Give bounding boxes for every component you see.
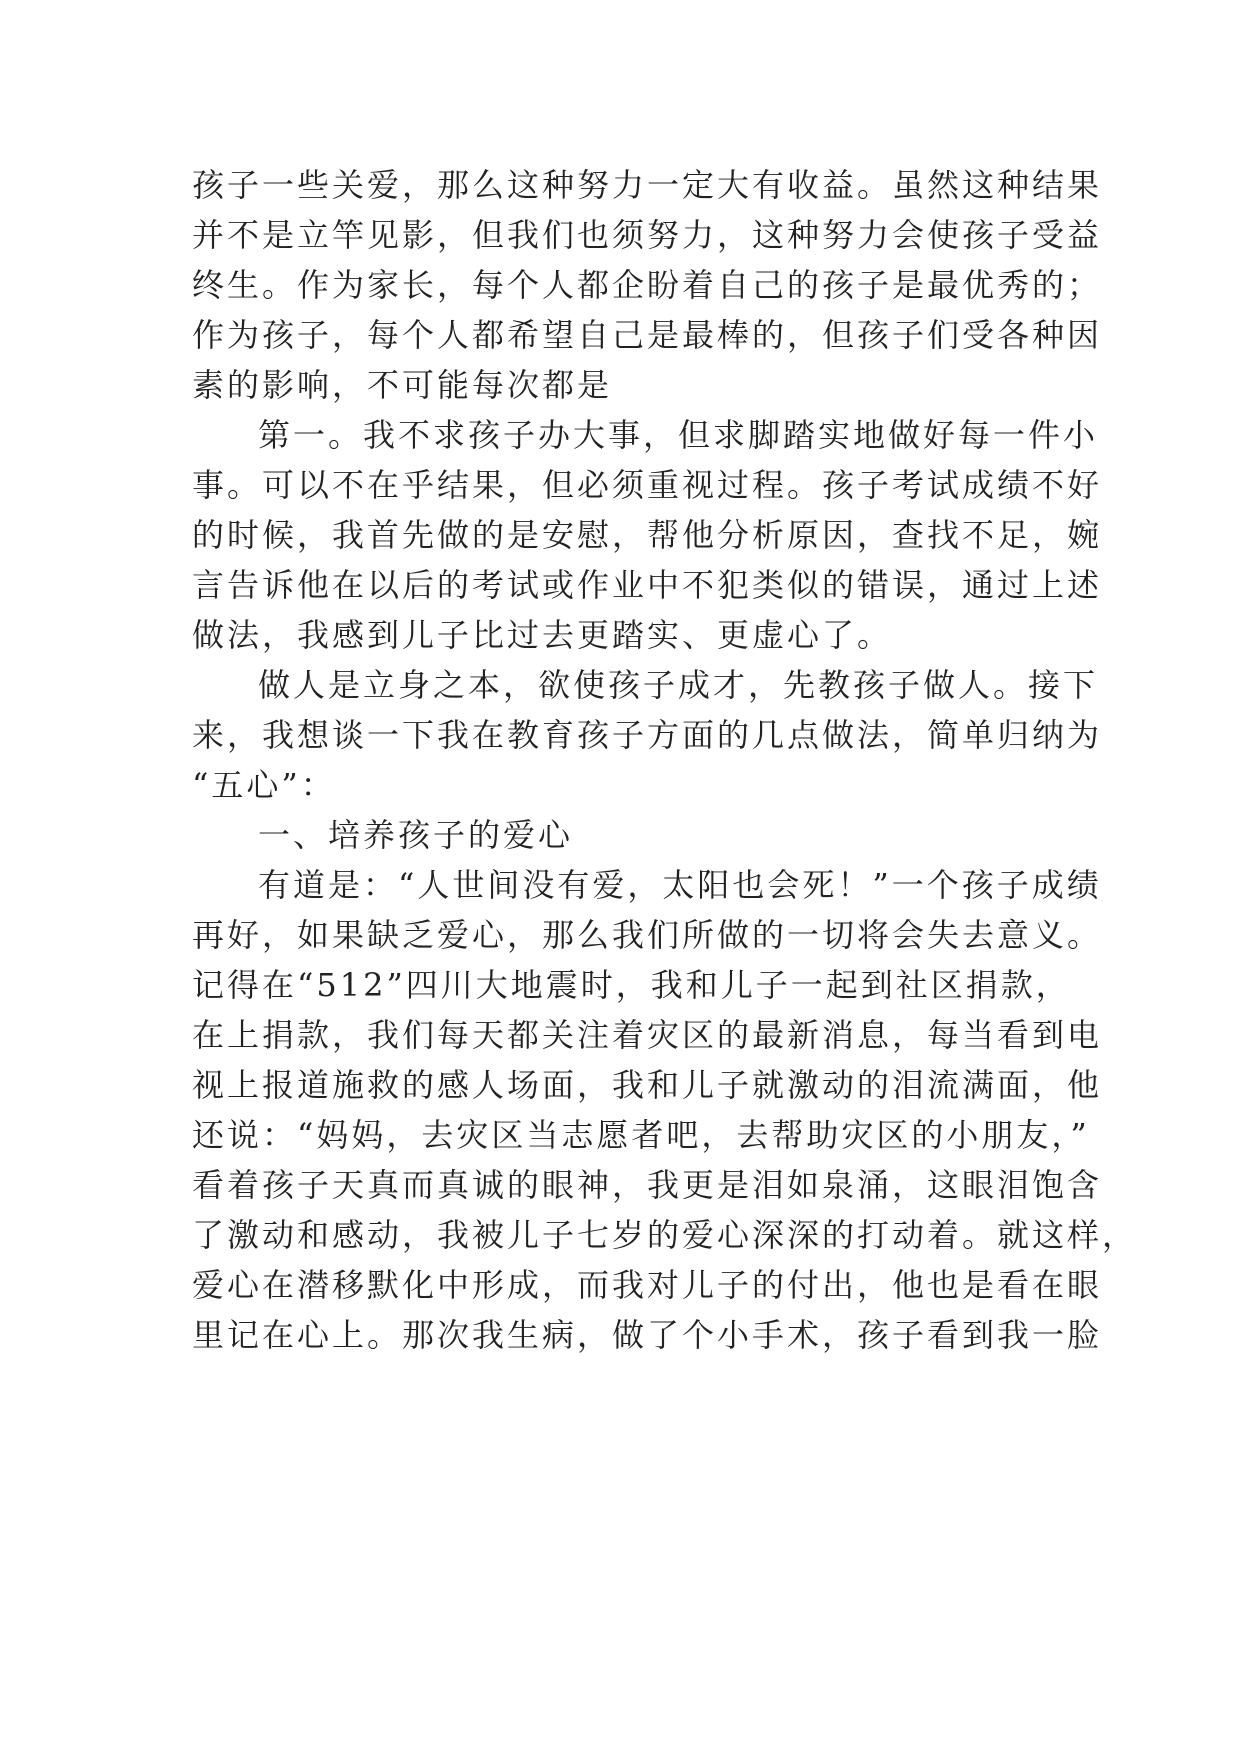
- text-line: 再好，如果缺乏爱心，那么我们所做的一切将会失去意义。: [192, 916, 1103, 954]
- text-line: 言告诉他在以后的考试或作业中不犯类似的错误，通过上述: [192, 566, 1103, 604]
- text-line: 了激动和感动，我被儿子七岁的爱心深深的打动着。就这样，: [192, 1216, 1138, 1254]
- text-line: 还说：“妈妈，去灾区当志愿者吧，去帮助灾区的小朋友，”: [192, 1116, 1090, 1154]
- section-heading: 一、培养孩子的爱心: [258, 816, 574, 854]
- text-line: 看着孩子天真而真诚的眼神，我更是泪如泉涌，这眼泪饱含: [192, 1166, 1103, 1204]
- text-line: 作为孩子，每个人都希望自己是最棒的，但孩子们受各种因: [192, 316, 1103, 354]
- text-line: 素的影响，不可能每次都是: [192, 366, 613, 404]
- text-line: 的时候，我首先做的是安慰，帮他分析原因，查找不足，婉: [192, 516, 1103, 554]
- body-text: [192, 160, 1138, 1360]
- paragraph-start-line: 做人是立身之本，欲使孩子成才，先教孩子做人。接下: [258, 666, 1099, 704]
- text-line: 孩子一些关爱，那么这种努力一定大有收益。虽然这种结果: [192, 166, 1103, 204]
- text-line: 爱心在潜移默化中形成，而我对儿子的付出，他也是看在眼: [192, 1266, 1103, 1304]
- text-line: 并不是立竿见影，但我们也须努力，这种努力会使孩子受益: [192, 216, 1103, 254]
- paragraph-start-line: 有道是：“人世间没有爱，太阳也会死！”一个孩子成绩: [258, 866, 1102, 904]
- text-line: 事。可以不在乎结果，但必须重视过程。孩子考试成绩不好: [192, 466, 1103, 504]
- text-line: 做法，我感到儿子比过去更踏实、更虚心了。: [192, 616, 893, 654]
- text-line: 终生。作为家长，每个人都企盼着自己的孩子是最优秀的；: [192, 266, 1103, 304]
- text-line: 在上捐款，我们每天都关注着灾区的最新消息，每当看到电: [192, 1016, 1103, 1054]
- text-line: 里记在心上。那次我生病，做了个小手术，孩子看到我一脸: [192, 1316, 1103, 1354]
- text-line: “五心”：: [192, 766, 336, 804]
- text-line: 记得在“512”四川大地震时，我和儿子一起到社区捐款，: [192, 966, 1071, 1004]
- text-line: 视上报道施救的感人场面，我和儿子就激动的泪流满面，他: [192, 1066, 1103, 1104]
- paragraph-start-line: 第一。我不求孩子办大事，但求脚踏实地做好每一件小: [258, 416, 1099, 454]
- text-line: 来，我想谈一下我在教育孩子方面的几点做法，简单归纳为: [192, 716, 1103, 754]
